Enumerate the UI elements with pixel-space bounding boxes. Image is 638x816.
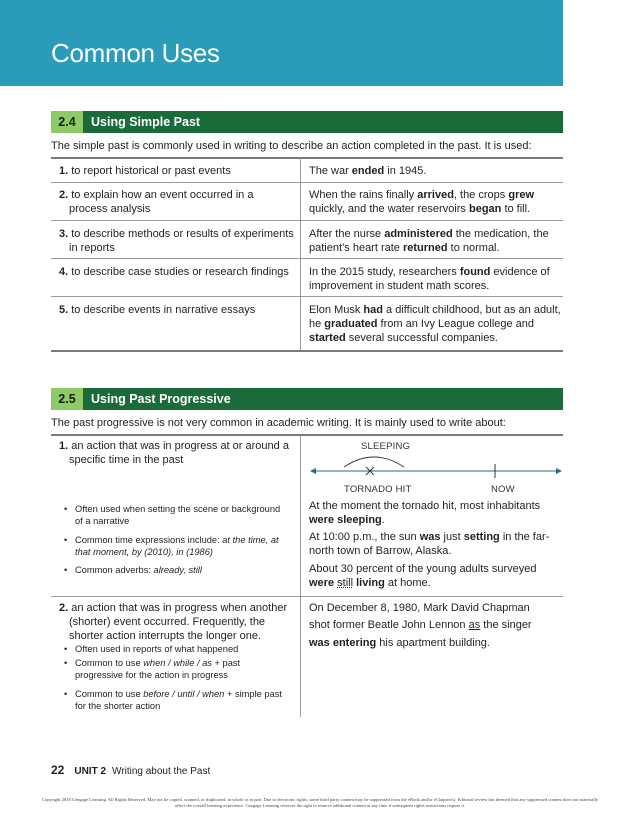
- table-top-rule: [51, 434, 563, 436]
- row-divider: [51, 296, 563, 297]
- header-banner: [0, 0, 563, 86]
- table-bottom-rule: [51, 350, 563, 352]
- use-cell: 1. to report historical or past events: [59, 165, 231, 177]
- timeline-arrow-right: [556, 468, 562, 474]
- example-text: At the moment the tornado hit, most inhabitants were sleeping.: [309, 500, 541, 526]
- unit-label: UNIT 2: [74, 766, 107, 777]
- timeline-now-label: NOW: [491, 484, 515, 495]
- page-number: 22: [51, 763, 65, 777]
- use-cell: 5. to describe events in narrative essays: [59, 304, 256, 316]
- bullet-item: • Common adverbs: already, still: [64, 564, 290, 576]
- section-number: 2.5: [51, 388, 83, 410]
- bullet-item: • Common time expressions include: at the time, at that moment, by (2010), in (1986): [64, 534, 290, 558]
- example-text: At 10:00 p.m., the sun was just setting in the far-north town of Barrow, Alaska.: [309, 531, 550, 557]
- bullet-item: • Common to use before / until / when + simple past for the shorter action: [64, 688, 290, 712]
- example-line: shot former Beatle John Lennon as the singer: [309, 619, 532, 631]
- copyright-notice: Copyright 2018 Cengage Learning. All Rights Reserved. May not be copied, scanned, or duplicated, in whole or in part. Due to electronic rights, some third party content may be suppressed from the eBook and/or eChapter(s). Editorial review has deemed that any suppressed content does not materially affect the overall learning experience. Cengage Learning reserves the right to remove additional content at any time if subsequent rights restrictions require it.: [41, 797, 599, 808]
- example-cell: In the 2015 study, researchers found evidence of improvement in student math scores.: [309, 266, 550, 292]
- section-title: Using Past Progressive: [91, 392, 231, 406]
- row-divider: [51, 182, 563, 183]
- timeline-event-label: TORNADO HIT: [344, 484, 412, 495]
- page-footer: [51, 763, 210, 777]
- table-column-divider: [300, 435, 301, 717]
- use-cell: 3. to describe methods or results of experiments in reports: [59, 228, 294, 254]
- row-divider: [51, 596, 563, 597]
- example-cell: Elon Musk had a difficult childhood, but as an adult, he graduated from an Ivy League college and started several successful companies.: [309, 304, 561, 344]
- table-top-rule: [51, 157, 563, 159]
- row-divider: [51, 258, 563, 259]
- section-2-4-header: [51, 111, 563, 133]
- section-intro: The simple past is commonly used in writing to describe an action completed in the past. It is used:: [51, 140, 532, 152]
- example-line: was entering his apartment building.: [309, 637, 490, 649]
- timeline-arc: [344, 457, 404, 467]
- unit-title: Writing about the Past: [112, 766, 211, 777]
- section-title: Using Simple Past: [91, 115, 201, 129]
- example-cell: The war ended in 1945.: [309, 165, 427, 177]
- bullet-item: • Common to use when / while / as + past progressive for the action in progress: [64, 657, 290, 681]
- example-cell: After the nurse administered the medication, the patient’s heart rate returned to normal.: [309, 228, 549, 254]
- example-text: About 30 percent of the young adults surveyed were still living at home.: [309, 563, 537, 589]
- use-cell: 4. to describe case studies or research findings: [59, 266, 289, 278]
- section-number: 2.4: [51, 111, 83, 133]
- use-cell: 1. an action that was in progress at or around a specific time in the past: [59, 440, 289, 466]
- section-2-5-header: [51, 388, 563, 410]
- example-line: On December 8, 1980, Mark David Chapman: [309, 602, 530, 614]
- page-title: Common Uses: [51, 38, 220, 68]
- timeline-diagram: [308, 451, 564, 487]
- row-divider: [51, 220, 563, 221]
- section-intro: The past progressive is not very common in academic writing. It is mainly used to write about:: [51, 417, 506, 429]
- example-cell: When the rains finally arrived, the crops grew quickly, and the water reservoirs began to fill.: [309, 189, 535, 215]
- timeline-arrow-left: [310, 468, 316, 474]
- use-cell: 2. an action that was in progress when another (shorter) event occurred. Frequently, the shorter action interrupts the longer one.: [59, 602, 288, 642]
- table-column-divider: [300, 158, 301, 350]
- use-cell: 2. to explain how an event occurred in a process analysis: [59, 189, 254, 215]
- timeline-sleeping-label: SLEEPING: [361, 441, 411, 452]
- bullet-item: • Often used in reports of what happened: [64, 643, 290, 655]
- bullet-item: • Often used when setting the scene or background of a narrative: [64, 503, 290, 527]
